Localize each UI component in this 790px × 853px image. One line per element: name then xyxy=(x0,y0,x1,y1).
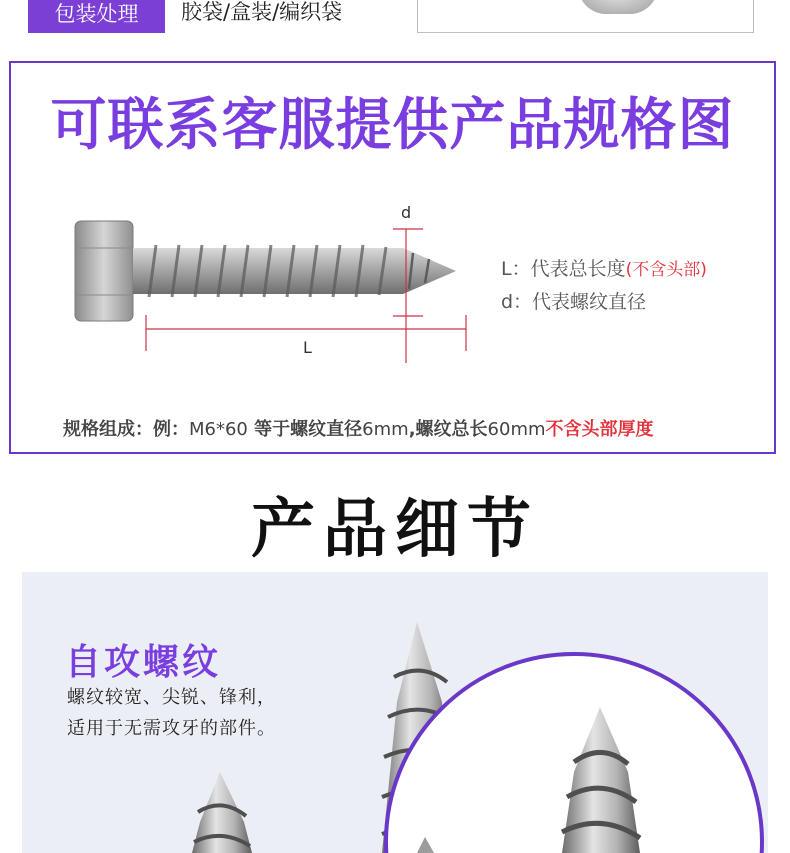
spec-composition-note xyxy=(63,415,654,441)
note-diameter: 6mm xyxy=(362,419,409,440)
note-middle-b: ,螺纹总长 xyxy=(408,419,488,440)
spec-panel xyxy=(9,61,776,454)
screw-head-image xyxy=(578,0,658,14)
note-prefix: 规格组成：例： xyxy=(63,419,189,440)
detail-panel xyxy=(22,572,768,853)
note-warning: 不含头部厚度 xyxy=(545,419,654,440)
legend-length-text: L：代表总长度 xyxy=(501,258,626,280)
note-example: M6*60 xyxy=(189,419,248,440)
packing-label: 包装处理 xyxy=(28,0,165,33)
l-label: L xyxy=(303,338,312,357)
packing-value: 胶袋/盒装/编织袋 xyxy=(181,0,343,24)
screw-head xyxy=(75,221,133,321)
screw-small xyxy=(192,772,252,853)
packing-row xyxy=(0,0,790,36)
d-label: d xyxy=(401,203,412,222)
note-length: 60mm xyxy=(487,419,546,440)
legend-diameter: d：代表螺纹直径 xyxy=(501,291,647,313)
feature-desc-line2: 适用于无需攻牙的部件。 xyxy=(67,718,276,739)
screw-spec-diagram xyxy=(61,203,481,363)
spec-legend xyxy=(501,253,707,318)
detail-heading: 产品细节 xyxy=(251,493,539,567)
note-middle-a: 等于螺纹直径 xyxy=(247,419,363,440)
feature-title: 自攻螺纹 xyxy=(65,642,222,683)
legend-length xyxy=(501,253,707,286)
legend-length-note: (不含头部) xyxy=(625,260,707,280)
feature-desc-line1: 螺纹较宽、尖锐、锋利， xyxy=(67,687,276,708)
spec-title: 可联系客服提供产品规格图 xyxy=(50,93,735,158)
packing-product-image xyxy=(417,0,754,33)
feature-description xyxy=(67,682,276,744)
